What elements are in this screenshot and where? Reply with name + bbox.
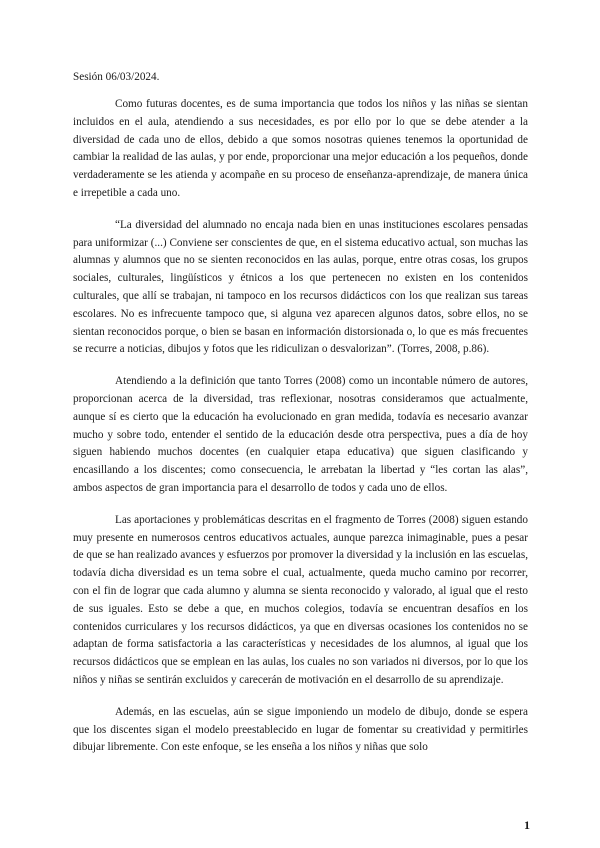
session-date: Sesión 06/03/2024. bbox=[73, 71, 160, 83]
document-body bbox=[73, 68, 528, 771]
paragraph-intro: Como futuras docentes, es de suma importancia que todos los niños y las niñas se sientan incluidos en el aula, atendiendo a sus necesidades, es por ello por lo que se debe atender a la diversidad de cada uno de ellos, debido a que somos nosotras quienes tenemos la oportunidad de cambiar la realidad de las aulas, y por ende, proporcionar una mejor educación a los pequeños, donde verdaderamente se les atienda y acompañe en su proceso de enseñanza-aprendizaje, de manera única e irrepetible a cada uno. bbox=[73, 98, 528, 199]
page-number: 1 bbox=[524, 818, 530, 832]
paragraph-analysis: Las aportaciones y problemáticas descritas en el fragmento de Torres (2008) siguen estando muy presente en numerosos centros educativos actuales, aunque parezca inimaginable, pues a pesar de que se han realizado avances y esfuerzos por promover la diversidad y la inclusión en las escuelas, todavía dicha diversidad es un tema sobre el cual, actualmente, queda mucho camino por recorrer, con el fin de lograr que cada alumno y alumna se sienta reconocido y valorado, al igual que el resto de sus iguales. Esto se debe a que, en muchos colegios, todavía se encuentran desafíos en los contenidos curriculares y los recursos didácticos, ya que en diversas ocasiones los contenidos no se adaptan de forma satisfactoria a las características y necesidades de los alumnos, al igual que los recursos didácticos que se emplean en las aulas, los cuales no son variados ni diversos, por lo que los niños y niñas se sentirán excluidos y carecerán de motivación en el desarrollo de su aprendizaje. bbox=[73, 513, 528, 686]
paragraph-quote-torres: “La diversidad del alumnado no encaja nada bien en unas instituciones escolares pensadas para uniformizar (...) Conviene ser conscientes de que, en el sistema educativo actual, son muchas las alumnas y alumnos que no se sienten reconocidos en las aulas, porque, entre otras cosas, los grupos sociales, culturales, lingüísticos y étnicos a los que pertenecen no existen en los contenidos culturales, que allí se trabajan, ni tampoco en los recursos didácticos con los que realizan sus tareas escolares. No es infrecuente tampoco que, si alguna vez aparecen algunos datos, sobre ellos, no se sientan reconocidos porque, o bien se basan en información distorsionada o, lo que es más frecuentes se recurre a noticias, dibujos y fotos que les ridiculizan o desvalorizan”. (Torres, 2008, p.86). bbox=[73, 218, 528, 356]
paragraph-reflection: Atendiendo a la definición que tanto Torres (2008) como un incontable número de autores, proporcionan acerca de la diversidad, tras reflexionar, nosotras consideramos que actualmente, aunque sí es cierto que la educación ha evolucionado en gran medida, todavía es necesario avanzar mucho y sobre todo, entender el sentido de la educación desde otra perspectiva, pues a día de hoy siguen habiendo muchos docentes (en cualquier etapa educativa) que siguen clasificando y encasillando a los discentes; como consecuencia, le arrebatan la libertad y “les cortan las alas”, ambos aspectos de gran importancia para el desarrollo de todos y cada uno de ellos. bbox=[73, 375, 528, 494]
paragraph-drawing-model: Además, en las escuelas, aún se sigue imponiendo un modelo de dibujo, donde se espera que los discentes sigan el modelo preestablecido en lugar de fomentar su creatividad y permitirles dibujar libremente. Con este enfoque, se les enseña a los niños y niñas que solo bbox=[73, 705, 528, 754]
